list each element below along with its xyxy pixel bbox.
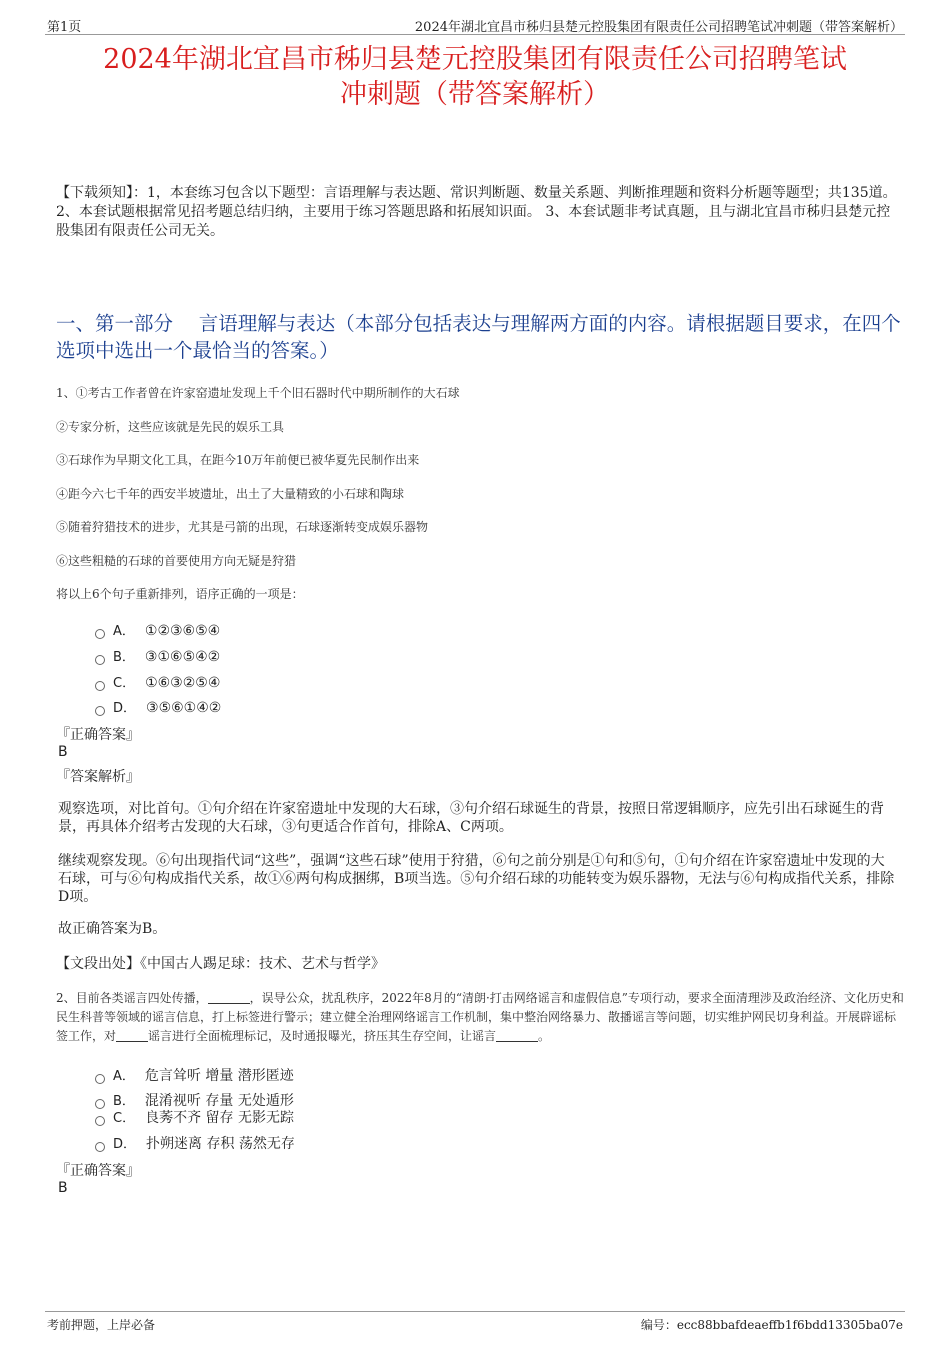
- blank-1: [208, 1003, 250, 1004]
- radio-icon[interactable]: [95, 655, 105, 665]
- footer-slogan: 考前押题，上岸必备: [47, 1318, 156, 1332]
- radio-icon[interactable]: [95, 1074, 105, 1084]
- q2-stem-part-3: 谣言进行全面梳理标记，及时通报曝光，挤压其生存空间，让谣言: [148, 1029, 497, 1043]
- q1-option-a[interactable]: [95, 620, 220, 639]
- q1-prompt: 将以上6个句子重新排列，语序正确的一项是：: [56, 587, 304, 601]
- q1-option-b[interactable]: [95, 646, 220, 665]
- option-label: B．: [113, 650, 135, 665]
- radio-icon[interactable]: [95, 1142, 105, 1152]
- option-text: ③①⑥⑤④②: [144, 649, 221, 665]
- q2-answer-label: 『正确答案』: [56, 1163, 140, 1179]
- q2-stem-part-1: 2、目前各类谣言四处传播，: [56, 991, 208, 1005]
- footer-serial: 编号：ecc88bbafdeaeffb1f6bdd13305ba07e: [640, 1318, 903, 1332]
- page-number: 第1页: [47, 20, 82, 35]
- q1-analysis-label: 『答案解析』: [56, 769, 140, 785]
- option-text: ①⑥③②⑤④: [145, 675, 221, 691]
- option-label: A．: [113, 624, 135, 639]
- section-heading: 一、第一部分 言语理解与表达（本部分包括表达与理解两方面的内容。请根据题目要求，在四个选项中选出一个最恰当的答案。）: [56, 312, 901, 362]
- option-text: ③⑤⑥①④②: [146, 700, 222, 716]
- document-title: [40, 42, 910, 112]
- q1-answer-value: B: [58, 744, 68, 760]
- option-label: D．: [113, 1137, 137, 1152]
- radio-icon[interactable]: [95, 1116, 105, 1126]
- q1-option-d[interactable]: [95, 697, 221, 716]
- option-label: D．: [113, 701, 137, 716]
- q2-answer-value: B: [58, 1180, 68, 1196]
- q2-option-a[interactable]: [95, 1065, 294, 1085]
- q1-analysis-paragraph-1: 观察选项，对比首句。①句介绍在许家窑遗址中发现的大石球，③句介绍石球诞生的背景，按照日常逻辑顺序，应先引出石球诞生的背景，再具体介绍考古发现的大石球，③句更适合作首句，排除A、C两项。: [58, 801, 884, 835]
- option-label: C．: [113, 676, 136, 691]
- header-doc-title: 2024年湖北宜昌市秭归县楚元控股集团有限责任公司招聘笔试冲刺题（带答案解析）: [414, 20, 903, 35]
- q2-option-d[interactable]: [95, 1133, 295, 1153]
- title-line-2: 冲刺题（带答案解析）: [340, 79, 610, 110]
- q2-stem-part-2: ，误导公众，扰乱秩序，2022年8月的“清朗·打击网络谣言和虚假信息”专项行动，要求全面清理涉及政治经济、文化历史和民生科普等领域的谣言信息，打上标签进行警示；建立健全治理网络谣言工作机制，集中整治网络暴力、散播谣言等问题，切实维护网民切身利益。开展辟谣标签工作，对: [56, 991, 904, 1043]
- q1-answer-label: 『正确答案』: [56, 727, 140, 743]
- q1-line-2: ②专家分析，这些应该就是先民的娱乐工具: [56, 420, 285, 434]
- q2-stem: [56, 989, 906, 1046]
- radio-icon[interactable]: [95, 681, 105, 691]
- q1-line-5: ⑤随着狩猎技术的进步，尤其是弓箭的出现，石球逐渐转变成娱乐器物: [56, 520, 429, 534]
- q1-line-4: ④距今六七千年的西安半坡遗址，出土了大量精致的小石球和陶球: [56, 487, 405, 501]
- radio-icon[interactable]: [95, 706, 105, 716]
- page-footer: [45, 1311, 905, 1332]
- option-text: ①②③⑥⑤④: [144, 623, 221, 639]
- option-label: B．: [113, 1094, 135, 1109]
- q1-source: 【文段出处】《中国古人踢足球：技术、艺术与哲学》: [56, 956, 385, 972]
- option-label: A．: [113, 1069, 135, 1084]
- option-text: 危言耸听 增量 潜形匿迹: [144, 1068, 294, 1084]
- radio-icon[interactable]: [95, 629, 105, 639]
- option-label: C．: [113, 1111, 136, 1126]
- title-line-1: 2024年湖北宜昌市秭归县楚元控股集团有限责任公司招聘笔试: [103, 44, 847, 75]
- blank-3: [496, 1041, 538, 1042]
- q1-line-3: ③石球作为早期文化工具，在距今10万年前便已被华夏先民制作出来: [56, 453, 420, 467]
- q1-analysis-paragraph-3: 故正确答案为B。: [58, 921, 167, 937]
- q2-option-c[interactable]: [95, 1107, 294, 1127]
- option-text: 扑朔迷离 存积 荡然无存: [146, 1136, 295, 1152]
- page-header: [45, 14, 905, 35]
- q2-stem-part-4: 。: [538, 1029, 551, 1043]
- q1-line-1: 1、①考古工作者曾在许家窑遗址发现上千个旧石器时代中期所制作的大石球: [56, 386, 460, 400]
- option-text: 混淆视听 存量 无处遁形: [144, 1093, 294, 1109]
- blank-2: [116, 1041, 148, 1042]
- q1-line-6: ⑥这些粗糙的石球的首要使用方向无疑是狩猎: [56, 554, 297, 568]
- q1-analysis-paragraph-2: 继续观察发现。⑥句出现指代词“这些”，强调“这些石球”使用于狩猎，⑥句之前分别是①句和⑤句，①句介绍在许家窑遗址中发现的大石球，可与⑥句构成指代关系，故①⑥两句构成捆绑，B项当选。⑤句介绍石球的功能转变为娱乐器物，无法与⑥句构成指代关系，排除D项。: [58, 853, 895, 905]
- q1-option-c[interactable]: [95, 672, 220, 691]
- download-notice: 【下载须知】：1，本套练习包含以下题型：言语理解与表达题、常识判断题、数量关系题、判断推理题和资料分析题等题型；共135道。 2、本套试题根据常见招考题总结归纳，主要用于练习答题思路和拓展知识面。 3、本套试题非考试真题，且与湖北宜昌市秭归县楚元控股集团有限责任公司无关。: [56, 185, 897, 239]
- option-text: 良莠不齐 留存 无影无踪: [145, 1110, 294, 1126]
